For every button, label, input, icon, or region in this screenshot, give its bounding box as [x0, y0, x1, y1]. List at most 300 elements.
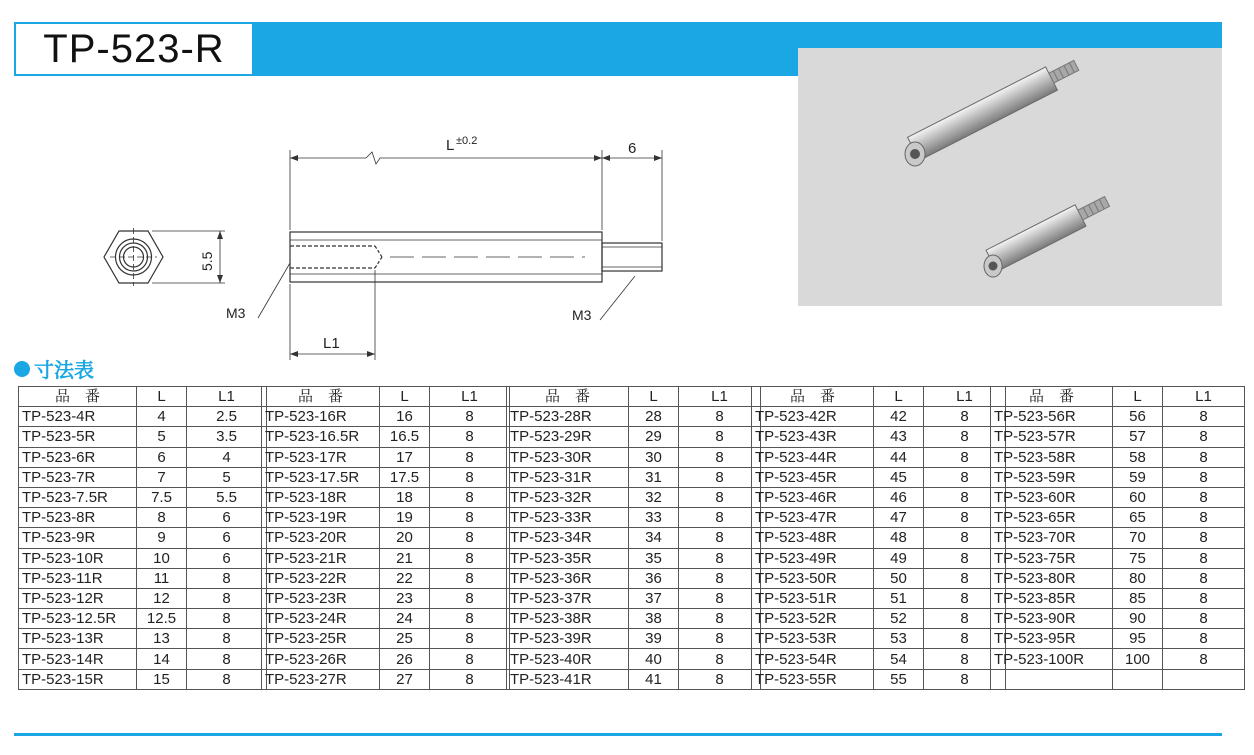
dimension-table-4 [751, 386, 1006, 690]
table-header-row [19, 387, 267, 407]
l1-header: L1 [187, 387, 267, 407]
l-cell: 35 [629, 548, 679, 568]
part-number-cell: TP-523-16.5R [262, 427, 380, 447]
l-header: L [380, 387, 430, 407]
part-number-cell: TP-523-85R [991, 588, 1113, 608]
table-row [991, 528, 1245, 548]
table-row [262, 588, 510, 608]
l1-cell [1163, 669, 1245, 689]
l-cell: 7.5 [137, 487, 187, 507]
l-cell: 6 [137, 447, 187, 467]
l1-cell: 8 [679, 487, 761, 507]
table-row [752, 467, 1006, 487]
part-number-cell: TP-523-42R [752, 407, 874, 427]
l-cell: 28 [629, 407, 679, 427]
l1-cell: 8 [924, 588, 1006, 608]
dimension-table-3 [506, 386, 761, 690]
part-number-cell: TP-523-50R [752, 568, 874, 588]
l1-cell: 5.5 [187, 487, 267, 507]
dim-L-tolerance: ±0.2 [456, 135, 478, 147]
part-number-cell: TP-523-11R [19, 568, 137, 588]
l-header: L [1113, 387, 1163, 407]
table-row [507, 669, 761, 689]
part-number-cell: TP-523-46R [752, 487, 874, 507]
dimension-table-1 [18, 386, 267, 690]
part-number-cell: TP-523-25R [262, 629, 380, 649]
table-row [991, 407, 1245, 427]
section-heading-text: 寸法表 [34, 360, 94, 382]
table-row [262, 407, 510, 427]
l1-cell: 8 [1163, 447, 1245, 467]
dimension-table-5 [990, 386, 1245, 690]
l-cell: 54 [874, 649, 924, 669]
part-number-cell: TP-523-10R [19, 548, 137, 568]
l1-cell: 8 [679, 447, 761, 467]
table-row [262, 649, 510, 669]
part-number-cell: TP-523-70R [991, 528, 1113, 548]
l-cell: 18 [380, 487, 430, 507]
part-number-cell: TP-523-75R [991, 548, 1113, 568]
part-number-cell: TP-523-8R [19, 508, 137, 528]
table-row [991, 548, 1245, 568]
l-cell: 17 [380, 447, 430, 467]
l-cell: 23 [380, 588, 430, 608]
part-number-cell: TP-523-30R [507, 447, 629, 467]
part-number-cell: TP-523-57R [991, 427, 1113, 447]
table-row [262, 568, 510, 588]
table-row [19, 528, 267, 548]
part-number-cell: TP-523-29R [507, 427, 629, 447]
table-row [19, 629, 267, 649]
l1-cell: 8 [430, 447, 510, 467]
l-cell: 95 [1113, 629, 1163, 649]
l-cell: 7 [137, 467, 187, 487]
table-row [752, 487, 1006, 507]
l-cell: 80 [1113, 568, 1163, 588]
part-number-cell: TP-523-51R [752, 588, 874, 608]
l-cell: 34 [629, 528, 679, 548]
part-number-cell: TP-523-58R [991, 447, 1113, 467]
l1-cell: 8 [187, 669, 267, 689]
l-cell: 11 [137, 568, 187, 588]
table-row [507, 649, 761, 669]
part-number-header: 品 番 [991, 387, 1113, 407]
l-cell: 60 [1113, 487, 1163, 507]
table-row [991, 508, 1245, 528]
l1-cell: 8 [924, 629, 1006, 649]
part-number-cell: TP-523-4R [19, 407, 137, 427]
l-cell: 13 [137, 629, 187, 649]
l-cell: 32 [629, 487, 679, 507]
l1-cell: 8 [679, 548, 761, 568]
table-row [752, 568, 1006, 588]
table-row [752, 669, 1006, 689]
l1-cell: 6 [187, 508, 267, 528]
l1-cell: 8 [187, 649, 267, 669]
l-cell: 50 [874, 568, 924, 588]
part-number-cell: TP-523-95R [991, 629, 1113, 649]
table-row [752, 407, 1006, 427]
table-row [19, 447, 267, 467]
part-number-cell: TP-523-12R [19, 588, 137, 608]
part-number-cell: TP-523-45R [752, 467, 874, 487]
l1-cell: 8 [1163, 467, 1245, 487]
part-number-cell: TP-523-90R [991, 609, 1113, 629]
part-number-cell: TP-523-23R [262, 588, 380, 608]
l1-cell: 8 [924, 528, 1006, 548]
table-row [991, 487, 1245, 507]
l-cell: 31 [629, 467, 679, 487]
table-row [19, 649, 267, 669]
part-number-cell: TP-523-16R [262, 407, 380, 427]
l-cell: 100 [1113, 649, 1163, 669]
part-number-cell: TP-523-28R [507, 407, 629, 427]
table-row [991, 588, 1245, 608]
l-cell: 38 [629, 609, 679, 629]
table-row [752, 609, 1006, 629]
l1-cell: 8 [430, 548, 510, 568]
table-row [991, 447, 1245, 467]
title-box [14, 22, 254, 76]
table-row [262, 609, 510, 629]
l-cell: 25 [380, 629, 430, 649]
l1-cell: 8 [1163, 588, 1245, 608]
table-row [507, 467, 761, 487]
table-row [19, 487, 267, 507]
l-cell: 21 [380, 548, 430, 568]
l-cell: 57 [1113, 427, 1163, 447]
l1-cell: 8 [187, 609, 267, 629]
l1-header: L1 [679, 387, 761, 407]
part-number-cell: TP-523-100R [991, 649, 1113, 669]
l1-cell: 8 [924, 407, 1006, 427]
l-cell: 14 [137, 649, 187, 669]
table-row [752, 629, 1006, 649]
table-header-row [752, 387, 1006, 407]
l1-cell: 8 [924, 669, 1006, 689]
l-cell: 8 [137, 508, 187, 528]
table-row [19, 568, 267, 588]
l1-header: L1 [430, 387, 510, 407]
part-number-cell: TP-523-7R [19, 467, 137, 487]
table-row [752, 588, 1006, 608]
part-number-header: 品 番 [19, 387, 137, 407]
dimension-table-2 [261, 386, 510, 690]
table-row [991, 649, 1245, 669]
part-number-cell: TP-523-21R [262, 548, 380, 568]
l-cell: 55 [874, 669, 924, 689]
part-number-cell: TP-523-38R [507, 609, 629, 629]
part-number-cell: TP-523-22R [262, 568, 380, 588]
l-cell: 17.5 [380, 467, 430, 487]
part-number-header: 品 番 [507, 387, 629, 407]
l1-cell: 8 [430, 609, 510, 629]
l-cell: 53 [874, 629, 924, 649]
l-cell: 65 [1113, 508, 1163, 528]
page-title: TP-523-R [43, 26, 225, 71]
part-number-cell: TP-523-65R [991, 508, 1113, 528]
part-number-cell: TP-523-19R [262, 508, 380, 528]
l-cell: 33 [629, 508, 679, 528]
dim-L-label: L [446, 137, 455, 154]
l-cell: 5 [137, 427, 187, 447]
table-header-row [262, 387, 510, 407]
l1-cell: 8 [679, 407, 761, 427]
l1-header: L1 [1163, 387, 1245, 407]
part-number-cell: TP-523-41R [507, 669, 629, 689]
table-row [507, 427, 761, 447]
part-number-cell: TP-523-14R [19, 649, 137, 669]
l-cell: 75 [1113, 548, 1163, 568]
l-cell: 47 [874, 508, 924, 528]
section-heading [14, 354, 94, 383]
dim-6-label: 6 [628, 140, 637, 157]
l1-cell: 8 [430, 528, 510, 548]
table-row [19, 588, 267, 608]
part-number-cell: TP-523-54R [752, 649, 874, 669]
l-header: L [137, 387, 187, 407]
part-number-cell: TP-523-27R [262, 669, 380, 689]
part-number-header: 品 番 [752, 387, 874, 407]
part-number-cell: TP-523-55R [752, 669, 874, 689]
l1-cell: 8 [430, 427, 510, 447]
table-row [507, 447, 761, 467]
part-number-cell: TP-523-60R [991, 487, 1113, 507]
l-cell: 16.5 [380, 427, 430, 447]
part-number-cell: TP-523-37R [507, 588, 629, 608]
part-number-cell: TP-523-6R [19, 447, 137, 467]
l1-cell: 8 [679, 568, 761, 588]
part-number-cell: TP-523-36R [507, 568, 629, 588]
l1-cell: 8 [1163, 649, 1245, 669]
dim-5-5-label: 5.5 [199, 251, 215, 271]
part-number-cell: TP-523-32R [507, 487, 629, 507]
l1-cell: 8 [1163, 548, 1245, 568]
l1-cell: 4 [187, 447, 267, 467]
l-cell: 45 [874, 467, 924, 487]
table-row [507, 609, 761, 629]
part-number-cell: TP-523-53R [752, 629, 874, 649]
table-row [507, 487, 761, 507]
l1-cell: 8 [430, 588, 510, 608]
part-number-cell: TP-523-34R [507, 528, 629, 548]
l1-cell: 6 [187, 548, 267, 568]
part-number-cell: TP-523-20R [262, 528, 380, 548]
l-cell: 15 [137, 669, 187, 689]
l1-cell: 8 [187, 568, 267, 588]
table-row [752, 427, 1006, 447]
l-cell: 48 [874, 528, 924, 548]
l1-cell: 8 [679, 427, 761, 447]
part-number-cell: TP-523-44R [752, 447, 874, 467]
part-number-cell: TP-523-18R [262, 487, 380, 507]
l1-cell: 8 [924, 427, 1006, 447]
table-row [991, 669, 1245, 689]
l1-cell: 8 [187, 629, 267, 649]
l1-cell: 8 [430, 649, 510, 669]
table-row [19, 508, 267, 528]
table-row [262, 467, 510, 487]
table-row [262, 548, 510, 568]
l1-cell: 6 [187, 528, 267, 548]
thread-right-label: M3 [572, 307, 592, 323]
l1-cell: 8 [679, 669, 761, 689]
part-number-cell: TP-523-31R [507, 467, 629, 487]
part-number-cell: TP-523-33R [507, 508, 629, 528]
part-number-cell: TP-523-49R [752, 548, 874, 568]
l-cell: 19 [380, 508, 430, 528]
l-cell: 26 [380, 649, 430, 669]
table-row [262, 669, 510, 689]
table-row [752, 649, 1006, 669]
l1-cell: 8 [924, 487, 1006, 507]
l-cell: 20 [380, 528, 430, 548]
table-row [991, 427, 1245, 447]
table-row [507, 588, 761, 608]
l1-cell: 8 [924, 447, 1006, 467]
l-cell: 27 [380, 669, 430, 689]
l1-cell: 8 [430, 629, 510, 649]
l-cell: 43 [874, 427, 924, 447]
table-row [507, 548, 761, 568]
product-photo [798, 48, 1222, 306]
l1-header: L1 [924, 387, 1006, 407]
l-cell: 39 [629, 629, 679, 649]
table-row [19, 467, 267, 487]
table-header-row [991, 387, 1245, 407]
l-cell: 24 [380, 609, 430, 629]
l1-cell: 8 [1163, 568, 1245, 588]
l-cell: 12.5 [137, 609, 187, 629]
l1-cell: 8 [430, 508, 510, 528]
part-number-cell: TP-523-43R [752, 427, 874, 447]
table-row [991, 568, 1245, 588]
part-number-cell: TP-523-7.5R [19, 487, 137, 507]
l-header: L [874, 387, 924, 407]
part-number-cell: TP-523-47R [752, 508, 874, 528]
l1-cell: 2.5 [187, 407, 267, 427]
part-number-cell: TP-523-80R [991, 568, 1113, 588]
l1-cell: 8 [924, 649, 1006, 669]
table-row [507, 568, 761, 588]
part-number-cell: TP-523-52R [752, 609, 874, 629]
l-cell: 56 [1113, 407, 1163, 427]
l-cell: 12 [137, 588, 187, 608]
table-row [19, 407, 267, 427]
l1-cell: 8 [1163, 609, 1245, 629]
l1-cell: 8 [1163, 508, 1245, 528]
l-header: L [629, 387, 679, 407]
part-number-cell: TP-523-15R [19, 669, 137, 689]
table-row [752, 447, 1006, 467]
l-cell: 9 [137, 528, 187, 548]
l1-cell: 8 [924, 508, 1006, 528]
thread-left-label: M3 [226, 305, 246, 321]
l1-cell: 8 [1163, 407, 1245, 427]
part-number-cell: TP-523-17R [262, 447, 380, 467]
l1-cell: 8 [679, 649, 761, 669]
table-row [19, 548, 267, 568]
table-row [752, 508, 1006, 528]
part-number-cell [991, 669, 1113, 689]
l1-cell: 8 [679, 508, 761, 528]
l-cell: 49 [874, 548, 924, 568]
l-cell: 51 [874, 588, 924, 608]
l1-cell: 8 [924, 548, 1006, 568]
l1-cell: 8 [1163, 427, 1245, 447]
table-row [262, 487, 510, 507]
l-cell: 85 [1113, 588, 1163, 608]
dim-L1-label: L1 [323, 335, 340, 352]
l-cell: 36 [629, 568, 679, 588]
l1-cell: 8 [430, 487, 510, 507]
l1-cell: 8 [924, 467, 1006, 487]
l-cell: 4 [137, 407, 187, 427]
l-cell: 29 [629, 427, 679, 447]
part-number-cell: TP-523-13R [19, 629, 137, 649]
part-number-cell: TP-523-12.5R [19, 609, 137, 629]
table-row [507, 508, 761, 528]
table-row [262, 508, 510, 528]
table-row [507, 629, 761, 649]
l1-cell: 8 [1163, 487, 1245, 507]
table-row [19, 427, 267, 447]
table-row [19, 669, 267, 689]
l1-cell: 8 [430, 669, 510, 689]
l1-cell: 8 [679, 528, 761, 548]
l1-cell: 8 [679, 467, 761, 487]
part-number-cell: TP-523-5R [19, 427, 137, 447]
l-cell: 90 [1113, 609, 1163, 629]
part-number-cell: TP-523-39R [507, 629, 629, 649]
l-cell: 37 [629, 588, 679, 608]
l1-cell: 3.5 [187, 427, 267, 447]
table-row [262, 447, 510, 467]
l-cell: 22 [380, 568, 430, 588]
part-number-cell: TP-523-40R [507, 649, 629, 669]
table-row [262, 427, 510, 447]
part-number-cell: TP-523-59R [991, 467, 1113, 487]
l-cell: 46 [874, 487, 924, 507]
l-cell: 30 [629, 447, 679, 467]
l-cell: 42 [874, 407, 924, 427]
table-row [752, 548, 1006, 568]
l1-cell: 8 [430, 407, 510, 427]
l-cell: 41 [629, 669, 679, 689]
table-row [991, 629, 1245, 649]
part-number-header: 品 番 [262, 387, 380, 407]
table-row [262, 629, 510, 649]
l1-cell: 8 [1163, 629, 1245, 649]
l-cell: 59 [1113, 467, 1163, 487]
l1-cell: 8 [924, 609, 1006, 629]
part-number-cell: TP-523-35R [507, 548, 629, 568]
l-cell: 40 [629, 649, 679, 669]
l1-cell: 8 [430, 568, 510, 588]
part-number-cell: TP-523-17.5R [262, 467, 380, 487]
part-number-cell: TP-523-56R [991, 407, 1113, 427]
l-cell: 52 [874, 609, 924, 629]
bullet-dot-icon [14, 361, 30, 377]
l1-cell: 8 [187, 588, 267, 608]
table-row [991, 467, 1245, 487]
part-number-cell: TP-523-24R [262, 609, 380, 629]
l1-cell: 8 [679, 588, 761, 608]
l1-cell: 8 [924, 568, 1006, 588]
l-cell: 10 [137, 548, 187, 568]
l-cell: 44 [874, 447, 924, 467]
standoff-photo-icon [798, 48, 1222, 306]
